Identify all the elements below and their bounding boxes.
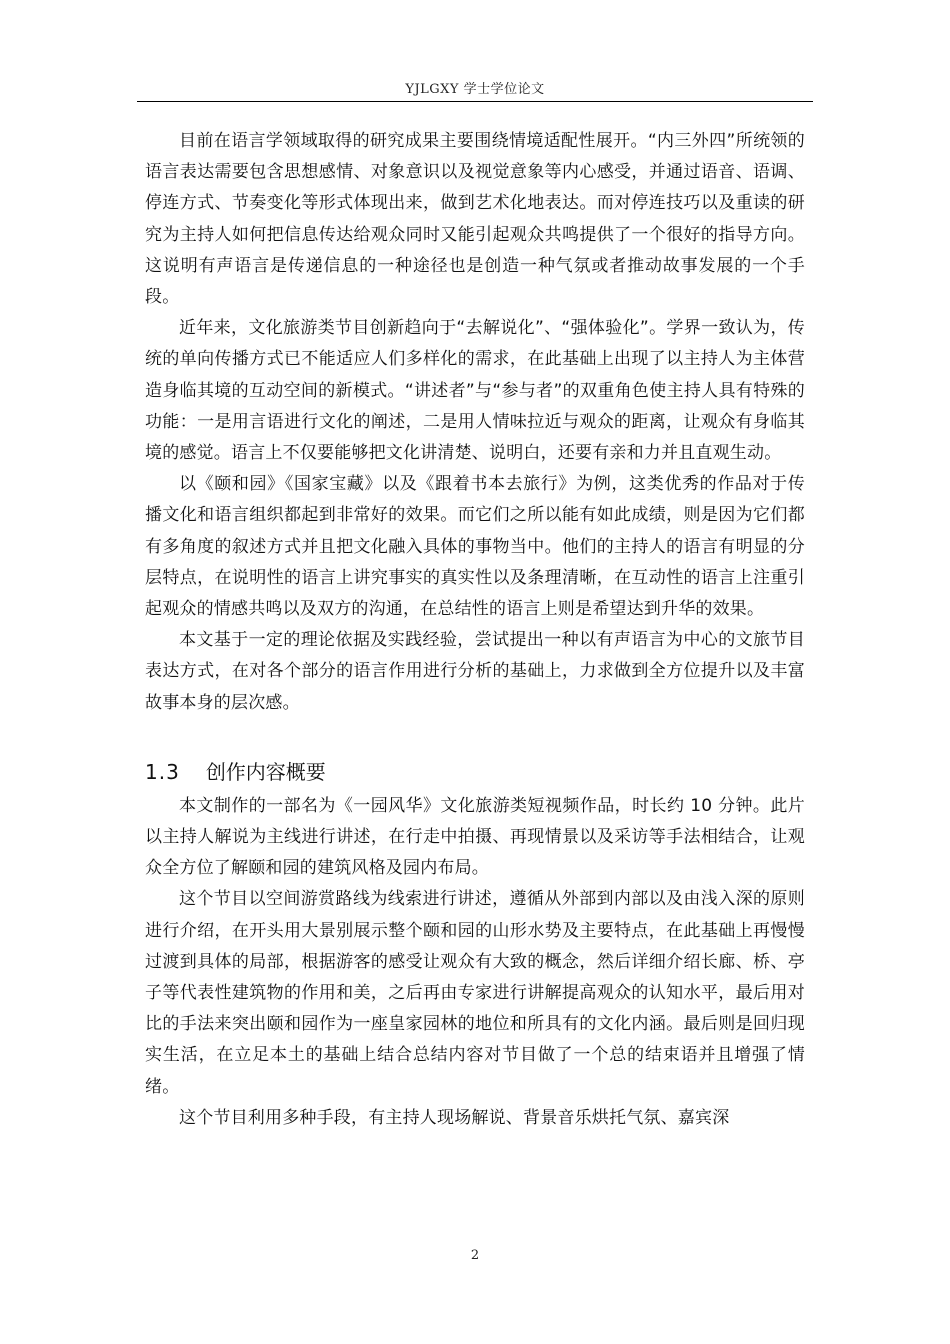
paragraph: 近年来，文化旅游类节目创新趋向于“去解说化”、“强体验化”。学界一致认为，传统的单向传播方式已不能适应人们多样化的需求，在此基础上出现了以主持人为主体营造身临其境的互动空间的新模式。“讲述者”与“参与者”的双重角色使主持人具有特殊的功能：一是用言语进行文化的阐述，二是用人情味拉近与观众的距离，让观众有身临其境的感觉。语言上不仅要能够把文化讲清楚、说明白，还要有亲和力并且直观生动。 [145, 318, 805, 464]
paragraph: 这个节目以空间游赏路线为线索进行讲述，遵循从外部到内部以及由浅入深的原则进行介绍，在开头用大景别展示整个颐和园的山形水势及主要特点，在此基础上再慢慢过渡到具体的局部，根据游客的感受让观众有大致的概念，然后详细介绍长廊、桥、亭子等代表性建筑物的作用和美，之后再由专家进行讲解提高观众的认知水平，最后用对比的手法来突出颐和园作为一座皇家园林的地位和所具有的文化内涵。最后则是回归现实生活，在立足本土的基础上结合总结内容对节目做了一个总的结束语并且增强了情绪。 [145, 889, 805, 1097]
section-title: 创作内容概要 [205, 759, 326, 784]
paragraph: 目前在语言学领域取得的研究成果主要围绕情境适配性展开。“内三外四”所统领的语言表达需要包含思想感情、对象意识以及视觉意象等内心感受，并通过语音、语调、停连方式、节奏变化等形式体现出来，做到艺术化地表达。而对停连技巧以及重读的研究为主持人如何把信息传达给观众同时又能引起观众共鸣提供了一个很好的指导方向。这说明有声语言是传递信息的一种途径也是创造一种气氛或者推动故事发展的一个手段。 [145, 131, 805, 308]
header-divider [137, 101, 813, 102]
paragraph: 本文制作的一部名为《一园风华》文化旅游类短视频作品，时长约 10 分钟。此片以主持人解说为主线进行讲述，在行走中拍摄、再现情景以及采访等手法相结合，让观众全方位了解颐和园的建筑风格及园内布局。 [145, 795, 805, 879]
page-header-title: YJLGXY 学士学位论文 [405, 82, 545, 97]
section-heading [145, 757, 805, 787]
page-number: 2 [470, 1248, 480, 1263]
paragraph: 这个节目利用多种手段，有主持人现场解说、背景音乐烘托气氛、嘉宾深 [179, 1107, 730, 1128]
paragraph: 以《颐和园》《国家宝藏》以及《跟着书本去旅行》为例，这类优秀的作品对于传播文化和语言组织都起到非常好的效果。而它们之所以能有如此成绩，则是因为它们都有多角度的叙述方式并且把文化融入具体的事物当中。他们的主持人的语言有明显的分层特点，在说明性的语言上讲究事实的真实性以及条理清晰，在互动性的语言上注重引起观众的情感共鸣以及双方的沟通，在总结性的语言上则是希望达到升华的效果。 [145, 474, 805, 620]
document-body [145, 126, 805, 1134]
section-number: 1.3 [145, 759, 180, 784]
paragraph: 本文基于一定的理论依据及实践经验，尝试提出一种以有声语言为中心的文旅节目表达方式，在对各个部分的语言作用进行分析的基础上，力求做到全方位提升以及丰富故事本身的层次感。 [145, 630, 805, 713]
